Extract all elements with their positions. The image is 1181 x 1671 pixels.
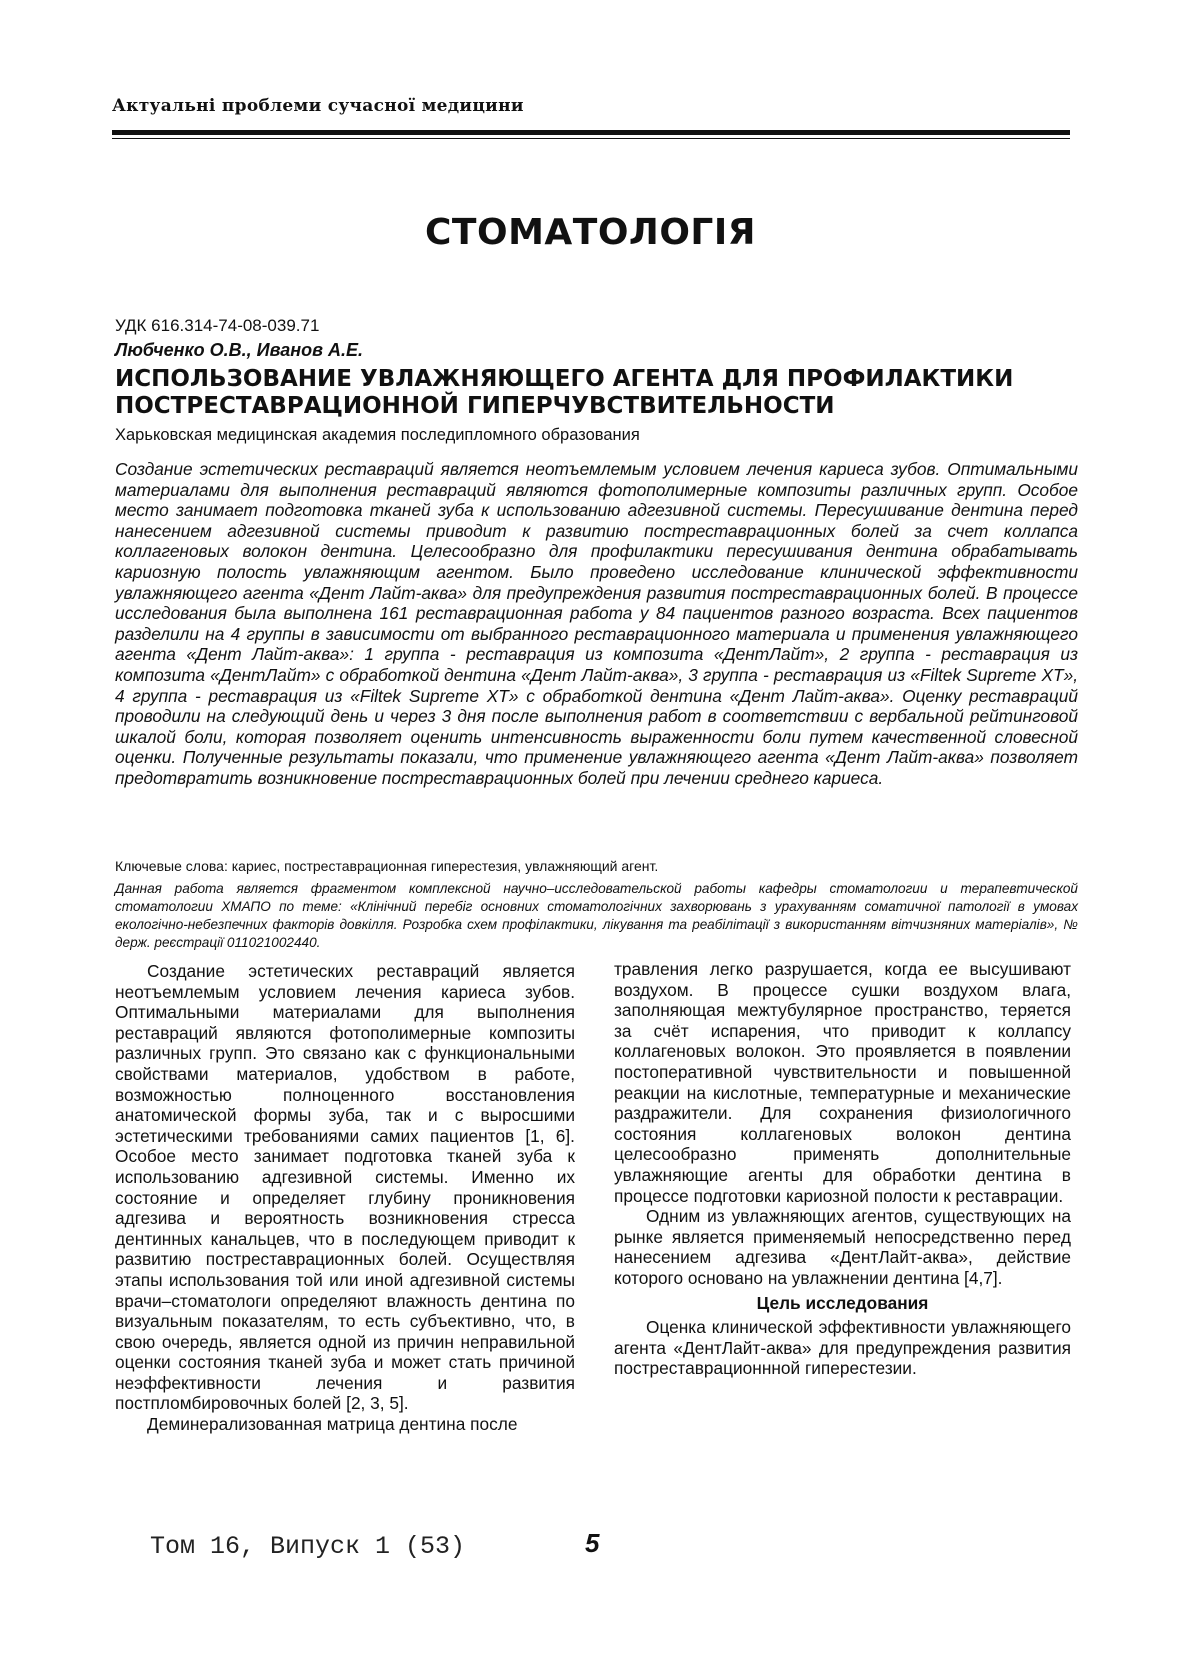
article-title-line-1: ИСПОЛЬЗОВАНИЕ УВЛАЖНЯЮЩЕГО АГЕНТА ДЛЯ ПРОФИЛАКТИКИ [115, 366, 1014, 392]
article-authors: Любченко О.В., Иванов А.Е. [115, 340, 363, 360]
header-rule-thin [112, 138, 1070, 139]
header-rule-thick [112, 130, 1070, 135]
aim-heading: Цель исследования [756, 1292, 929, 1313]
udk-code: УДК 616.314-74-08-039.71 [115, 316, 320, 335]
page-number: 5 [585, 1528, 600, 1558]
running-head: Актуальні проблеми сучасної медицини [112, 96, 524, 116]
section-title: СТОМАТОЛОГІЯ [425, 212, 756, 253]
keywords: Ключевые слова: кариес, постреставрационная гиперестезия, увлажняющий агент. [115, 858, 659, 874]
body-paragraph: Создание эстетических реставраций является неотъемлемым условием лечения кариеса зубов. Оптимальными материалами для выполнения реставраций являются фотополимерные композиты различных групп. Это связано как с функциональными свойствами материалов, удобством в работе, возможностью полноценного восстановления анатомической формы зуба, так и с выросшими эстетическими требованиями самих пациентов [1, 6]. Особое место занимает подготовка тканей зуба к использованию адгезивной системы. Именно их состояние и определяет глубину проникновения адгезива и вероятность возникновения стресса дентинных канальцев, что в последующем приводит к развитию постреставрационных болей. Осуществляя этапы использования той или иной адгезивной системы врачи–стоматологи определяют влажность дентина по визуальным показателям, то есть субъективно, что, в свою очередь, является одной из причин неправильной оценки состояния тканей зуба и может стать причиной неэффективности лечения и развития постпломбировочных болей [2, 3, 5]. [115, 961, 575, 1414]
body-paragraph: травления легко разрушается, когда ее высушивают воздухом. В процессе сушки воздухом влага, заполняющая межтубулярное пространство, теряется за счёт испарения, что приводит к коллапсу коллагеновых волокон. Это проявляется в появлении постоперативной чувствительности и повышенной реакции на кислотные, температурные и механические раздражители. Для сохранения физиологичного состояния коллагеновых волокон дентина целесообразно применять дополнительные увлажняющие агенты для обработки дентина в процессе подготовки кариозной полости к реставрации. [614, 959, 1071, 1206]
affiliation: Харьковская медицинская академия последипломного образования [115, 426, 640, 444]
body-column-left [115, 961, 575, 1435]
footer-journal-issue: Том 16, Випуск 1 (53) [150, 1532, 466, 1561]
body-paragraph: Оценка клинической эффективности увлажняющего агента «ДентЛайт-аква» для предупреждения развития постреставрационнной гиперестезии. [614, 1317, 1071, 1379]
funding-note: Данная работа является фрагментом комплексной научно–исследовательской работы кафедры стоматологии и терапевтической стоматологии ХМАПО по теме: «Клінічний перебіг основних стоматологічних захворювань з урахуванням соматичної патології в умовах екологічно-небезпечних факторів довкілля. Розробка схем профілактики, лікування та реабілітації з використанням вітчизняних матеріалів», № держ. реєстрації 011021002440. [115, 881, 1078, 950]
body-paragraph: Деминерализованная матрица дентина после [147, 1414, 518, 1435]
article-title-line-2: ПОСТРЕСТАВРАЦИОННОЙ ГИПЕРЧУВСТВИТЕЛЬНОСТИ [115, 393, 835, 419]
article-title [115, 366, 1065, 420]
body-paragraph: Одним из увлажняющих агентов, существующих на рынке является применяемый непосредственно перед нанесением адгезива «ДентЛайт-аква», действие которого основано на увлажнении дентина [4,7]. [614, 1206, 1071, 1288]
body-column-right [614, 959, 1071, 1379]
abstract: Создание эстетических реставраций является неотъемлемым условием лечения кариеса зубов. Оптимальными материалами для выполнения реставраций являются фотополимерные композиты различных групп. Особое место занимает подготовка тканей зуба к использованию адгезивной системы. Пересушивание дентина перед нанесением адгезивной системы приводит к развитию постреставрационных болей за счет коллапса коллагеновых волокон дентина. Целесообразно для профилактики пересушивания дентина обрабатывать кариозную полость увлажняющим агентом. Было проведено исследование клинической эффективности увлажняющего агента «Дент Лайт-аква» для предупреждения развития постреставрационных болей. В процессе исследования была выполнена 161 реставрационная работа у 84 пациентов разного возраста. Всех пациентов разделили на 4 группы в зависимости от выбранного реставрационного материала и применения увлажняющего агента «Дент Лайт-аква»: 1 группа - реставрация из композита «ДентЛайт», 2 группа - реставрация из композита «ДентЛайт» с обработкой дентина «Дент Лайт-аква», 3 группа - реставрация из «Filtek Supreme XT», 4 группа - реставрация из «Filtek Supreme XT» с обработкой дентина «Дент Лайт-аква». Оценку реставраций проводили на следующий день и через 3 дня после выполнения работ в соответствии с вербальной рейтинговой шкалой боли, которая позволяет оценить интенсивность выраженности боли путем качественной словесной оценки. Полученные результаты показали, что применение увлажняющего агента «Дент Лайт-аква» позволяет предотвратить возникновение постреставрационных болей при лечении среднего кариеса. [115, 459, 1078, 788]
